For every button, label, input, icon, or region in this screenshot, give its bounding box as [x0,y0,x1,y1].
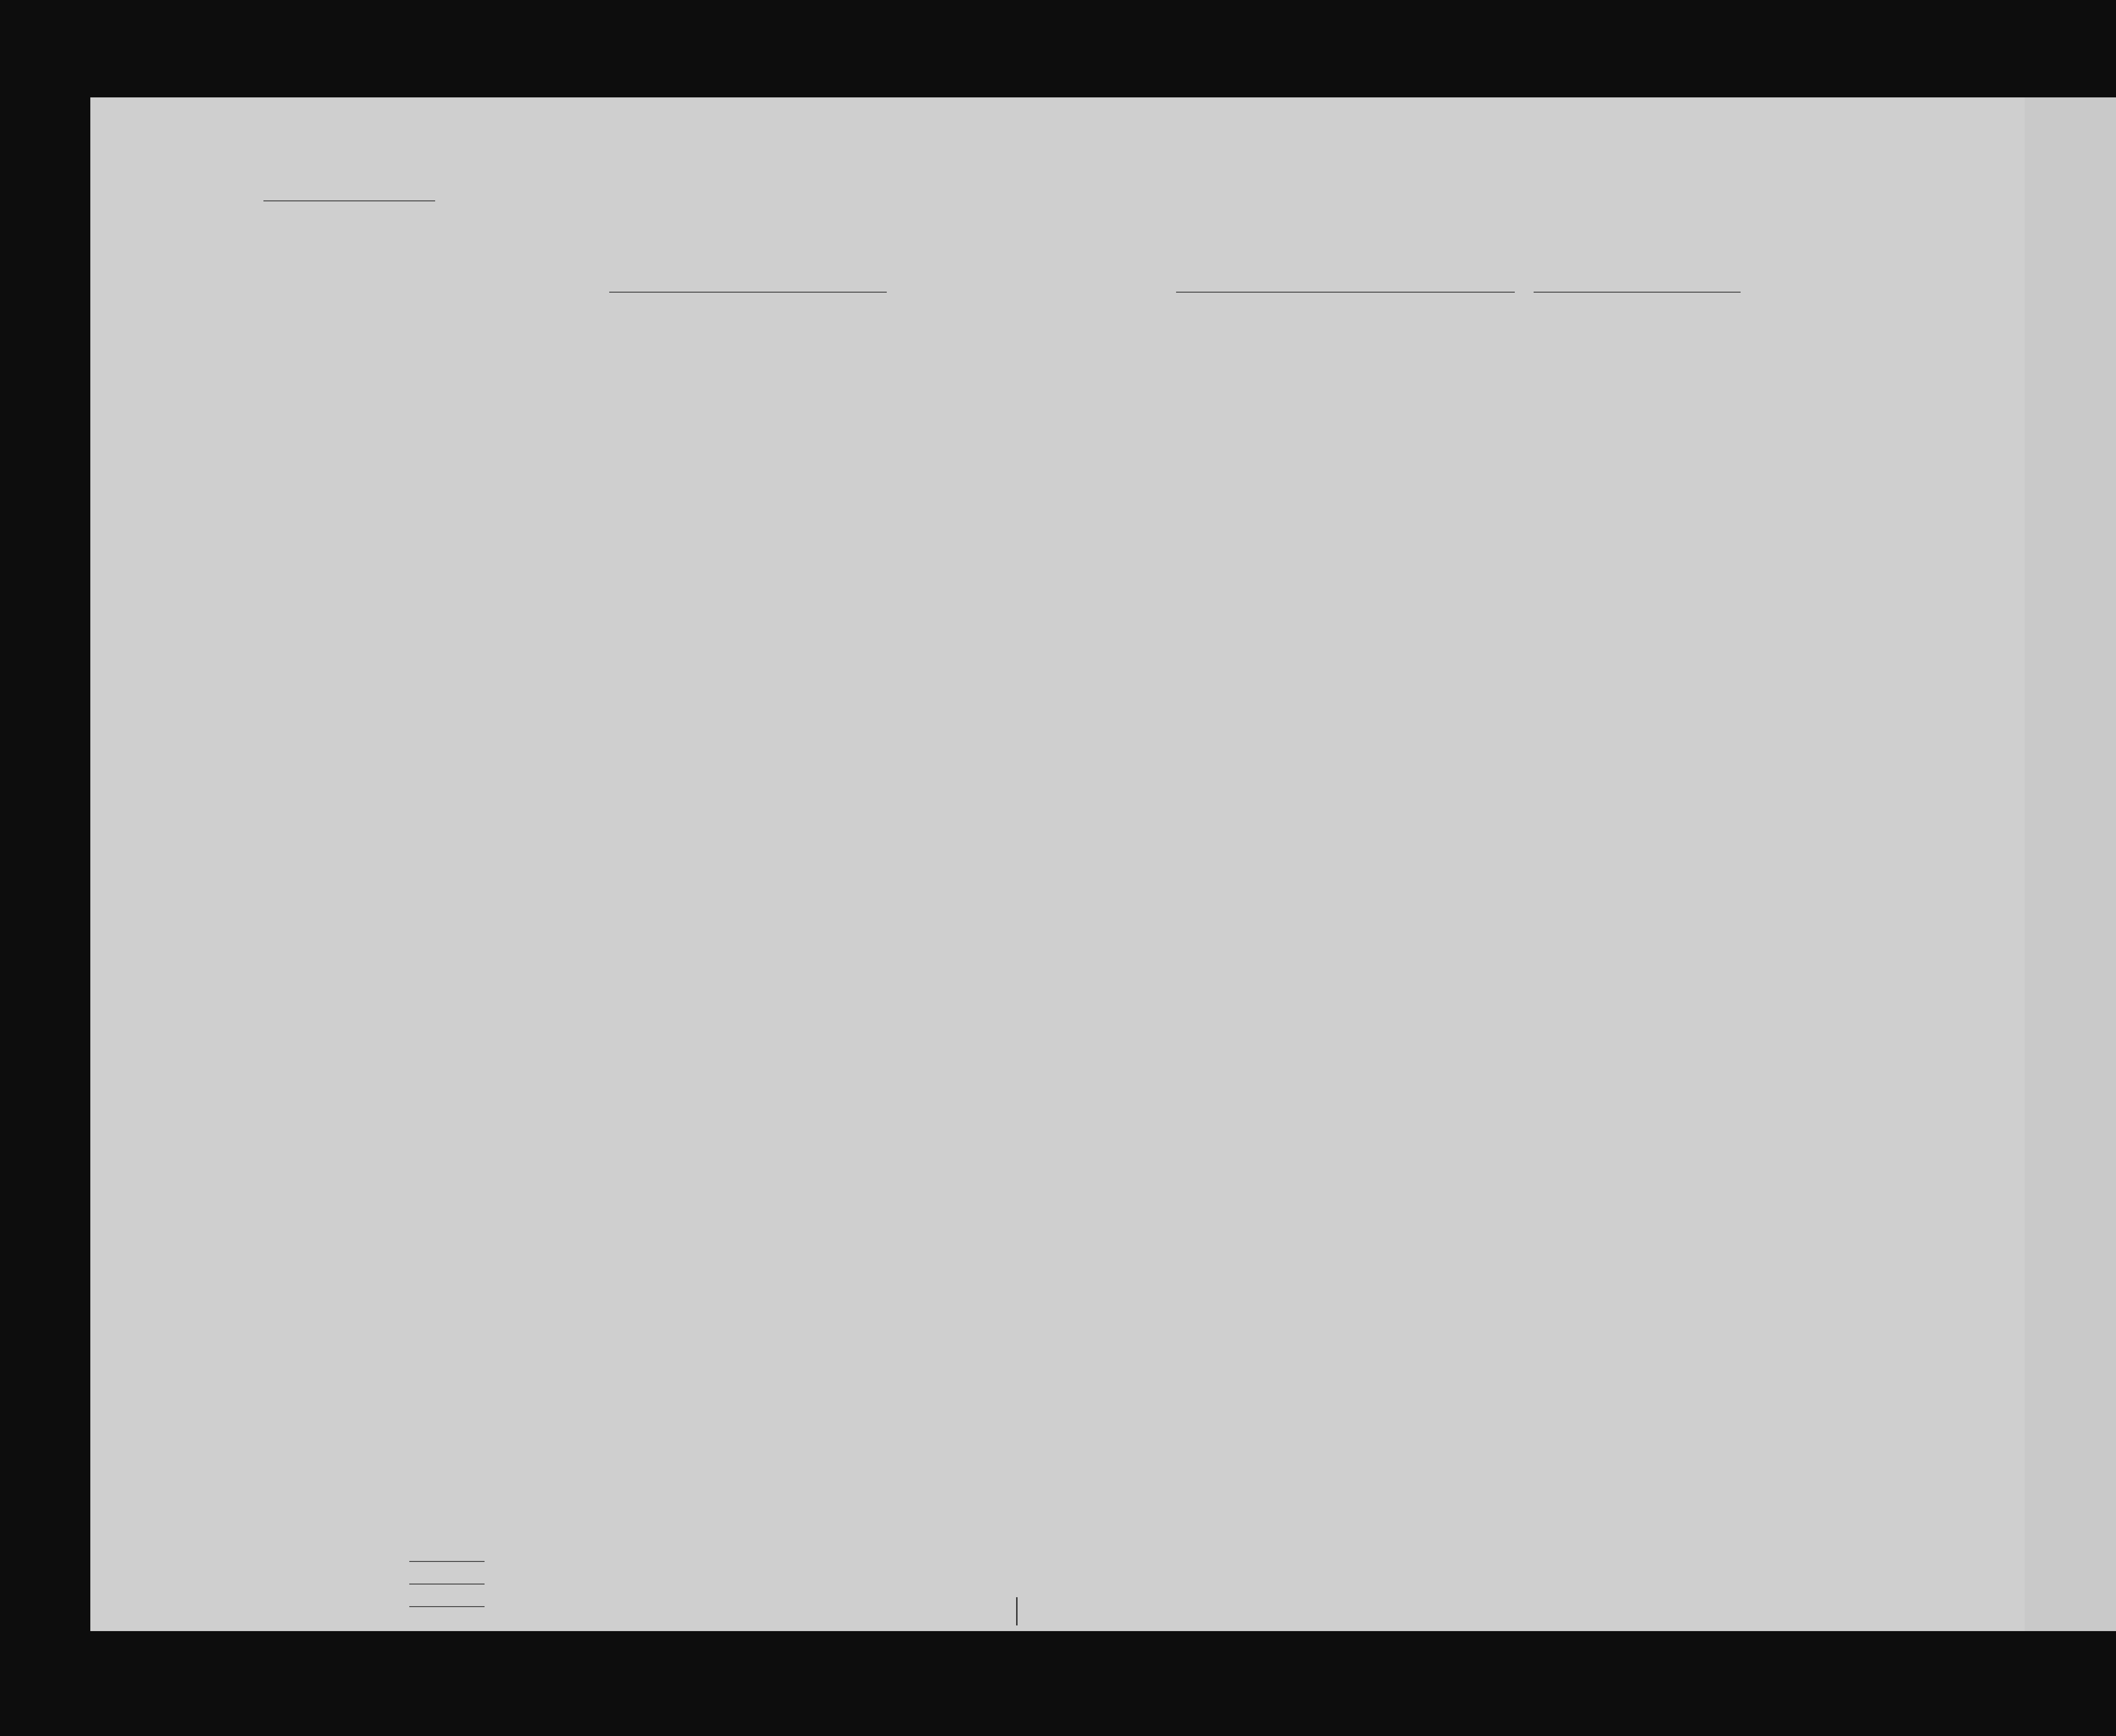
footer-tick-mark [1016,1597,1018,1625]
aliens-underline [409,1606,485,1607]
total-underline [409,1561,485,1562]
citizens-underline [409,1584,485,1585]
